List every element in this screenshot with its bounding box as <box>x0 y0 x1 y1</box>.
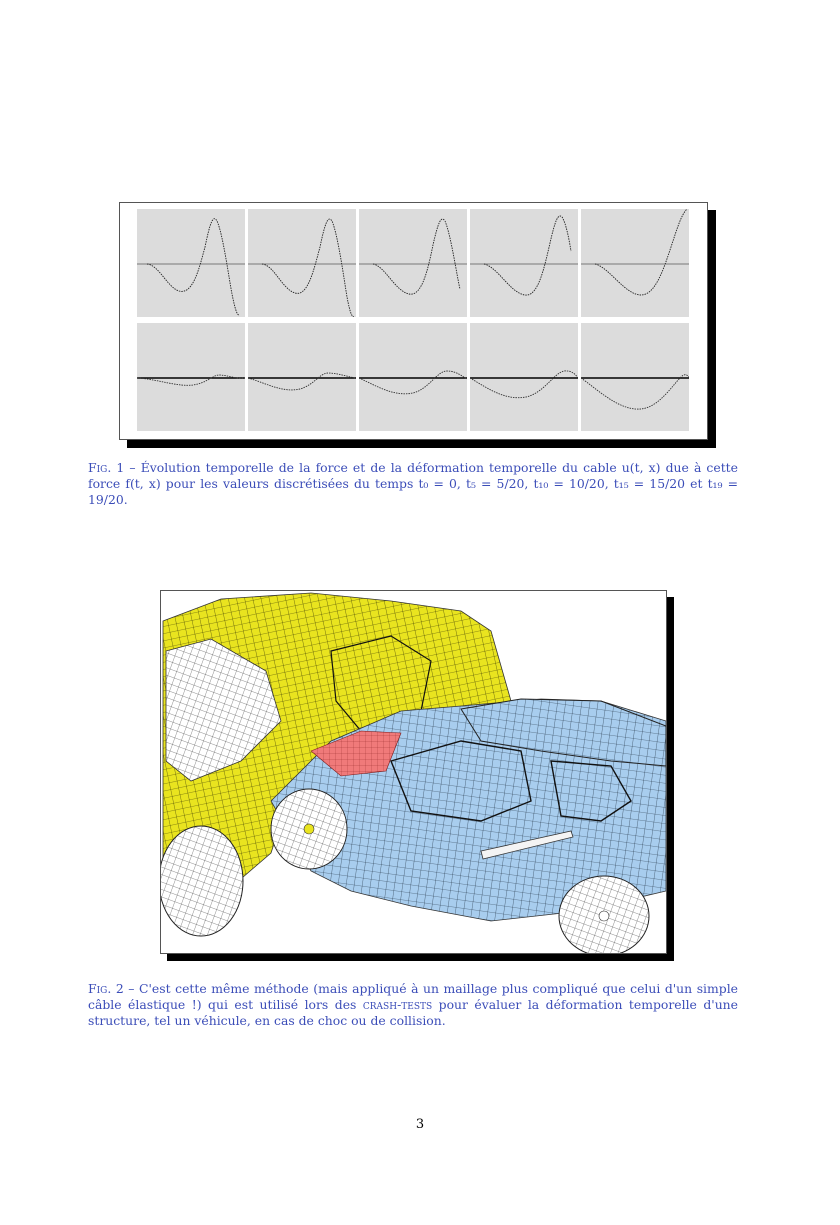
deformation-plot-t5 <box>248 323 356 431</box>
deformation-plot-t0 <box>137 323 245 431</box>
page-number: 3 <box>415 1117 425 1132</box>
figure-1-label: Fig. 1 – <box>88 460 136 475</box>
figure-2-caption-smallcaps: crash-tests <box>362 997 433 1012</box>
force-plot-t5 <box>248 209 356 317</box>
deformation-curve <box>359 371 467 394</box>
car-crash-mesh-illustration <box>161 591 666 953</box>
figure-1-caption-text: Évolution temporelle de la force et de la déformation temporelle du cable u(t, x) due à cette force f(t, x) pour les valeurs discrétisées du temps t₀ = 0, t₅ = 5/20, t₁₀ = 10/20, t₁₅ = 15/20 et t₁₉ = 19/20. <box>88 460 738 507</box>
force-curve <box>373 219 460 294</box>
deformation-plot-t10 <box>359 323 467 431</box>
deformation-curve <box>470 371 578 398</box>
figure-1-panel-grid <box>137 209 689 431</box>
deformation-curve <box>137 375 245 385</box>
figure-1-caption <box>88 460 738 508</box>
figure-2 <box>160 590 667 954</box>
force-curve <box>262 219 354 317</box>
figure-2-caption-text-1: C'est cette même méthode (mais appliqué à un maillage plus compliqué que celui d'un simple câble élastique !) qui est utilisé lors des <box>88 981 738 1012</box>
force-plot-t0 <box>137 209 245 317</box>
figure-2-caption <box>88 981 738 1029</box>
deformation-curve <box>248 373 356 390</box>
force-plot-t15 <box>470 209 578 317</box>
yellow-car-wheel <box>161 826 243 936</box>
force-plot-t19 <box>581 209 689 317</box>
deformation-plot-t19 <box>581 323 689 431</box>
figure-2-label: Fig. 2 – <box>88 981 135 996</box>
force-curve <box>484 216 571 295</box>
deformation-plot-t15 <box>470 323 578 431</box>
figure-2-caption-text-2: pour évaluer la déformation temporelle d'une structure, tel un véhicule, en cas de choc ou de collision. <box>88 997 738 1028</box>
figure-1 <box>119 202 708 440</box>
force-plot-t10 <box>359 209 467 317</box>
deformation-curve <box>581 375 689 409</box>
force-curve <box>595 209 687 295</box>
force-curve <box>147 219 239 315</box>
